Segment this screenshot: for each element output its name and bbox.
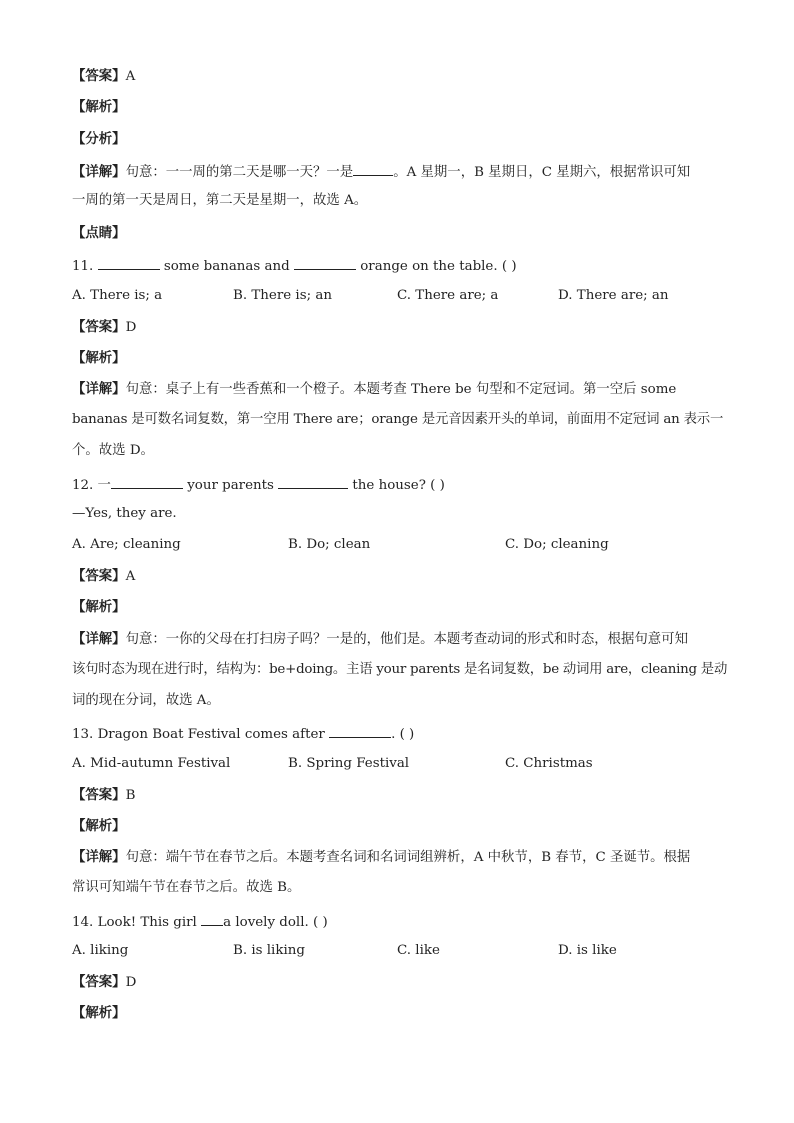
answer-blank	[98, 255, 160, 270]
option-a: A. Are; cleaning	[72, 537, 181, 552]
detail-continuation: bananas 是可数名词复数，第一空用 There are；orange 是元音因素开头的单词，前面用不定冠词 an 表示一	[72, 412, 724, 427]
option-b: B. Spring Festival	[288, 756, 410, 771]
analysis-label: 【解析】	[72, 350, 126, 366]
option-c: C. Do; cleaning	[505, 537, 609, 552]
detail-continuation: 常识可知端午节在春节之后。故选 B。	[72, 880, 301, 895]
detail-label: 【详解】	[72, 164, 126, 180]
answer-label: 【答案】	[72, 68, 126, 84]
answer-row: 【答案】D	[72, 319, 137, 335]
question-stem: 13. Dragon Boat Festival comes after . ( )	[72, 723, 722, 744]
option-c: C. There are; a	[397, 288, 499, 303]
option-a: A. Mid-autumn Festival	[72, 756, 231, 771]
answer-blank	[111, 474, 183, 489]
option-a: A. liking	[72, 943, 129, 958]
detail-continuation: 一周的第一天是周日，第二天是星期一，故选 A。	[72, 193, 368, 208]
dianjing-label: 【点睛】	[72, 225, 126, 241]
answer-row: 【答案】D	[72, 974, 137, 990]
answer-row: 【答案】B	[72, 787, 136, 803]
question-number: 12. 一	[72, 478, 111, 493]
question-stem: 11. some bananas and orange on the table. ( )	[72, 255, 722, 276]
answer-value: A	[125, 69, 136, 84]
detail-row: 【详解】句意：一一周的第二天是哪一天？一是 。A 星期一，B 星期日，C 星期六，根据常识可知	[72, 161, 722, 182]
option-d: D. There are; an	[558, 288, 669, 303]
detail-continuation: 个。故选 D。	[72, 443, 154, 458]
option-b: B. is liking	[233, 943, 305, 958]
detail-continuation: 该句时态为现在进行时，结构为：be+doing。主语 your parents 是名词复数，be 动词用 are，cleaning 是动	[72, 662, 728, 677]
option-b: B. There is; an	[233, 288, 332, 303]
fenxi-label: 【分析】	[72, 131, 126, 147]
question-stem: 12. 一 your parents the house? ( )	[72, 474, 722, 495]
answer-row	[72, 67, 722, 86]
detail-row: 【详解】句意：桌子上有一些香蕉和一个橙子。本题考查 There be 句型和不定冠词。第一空后 some	[72, 381, 677, 397]
answer-blank	[329, 723, 391, 738]
option-c: C. Christmas	[505, 756, 593, 771]
detail-row: 【详解】句意：一你的父母在打扫房子吗？一是的，他们是。本题考查动词的形式和时态，根据句意可知	[72, 631, 688, 647]
answer-blank	[294, 255, 356, 270]
option-b: B. Do; clean	[288, 537, 371, 552]
answer-blank	[201, 911, 223, 926]
question-number: 14.	[72, 915, 94, 930]
option-a: A. There is; a	[72, 288, 163, 303]
question-number: 13.	[72, 727, 94, 742]
analysis-label: 【解析】	[72, 818, 126, 834]
option-d: D. is like	[558, 943, 617, 958]
analysis-label: 【解析】	[72, 1005, 126, 1021]
question-number: 11.	[72, 259, 94, 274]
analysis-label: 【解析】	[72, 99, 126, 115]
reply-line: —Yes, they are.	[72, 506, 177, 521]
detail-row: 【详解】句意：端午节在春节之后。本题考查名词和名词词组辨析，A 中秋节，B 春节，C 圣诞节。根据	[72, 849, 691, 865]
detail-continuation: 词的现在分词，故选 A。	[72, 693, 220, 708]
answer-blank	[278, 474, 348, 489]
option-c: C. like	[397, 943, 440, 958]
question-stem: 14. Look! This girl a lovely doll. ( )	[72, 911, 722, 932]
answer-row: 【答案】A	[72, 568, 136, 584]
answer-blank	[353, 161, 393, 176]
analysis-label: 【解析】	[72, 599, 126, 615]
